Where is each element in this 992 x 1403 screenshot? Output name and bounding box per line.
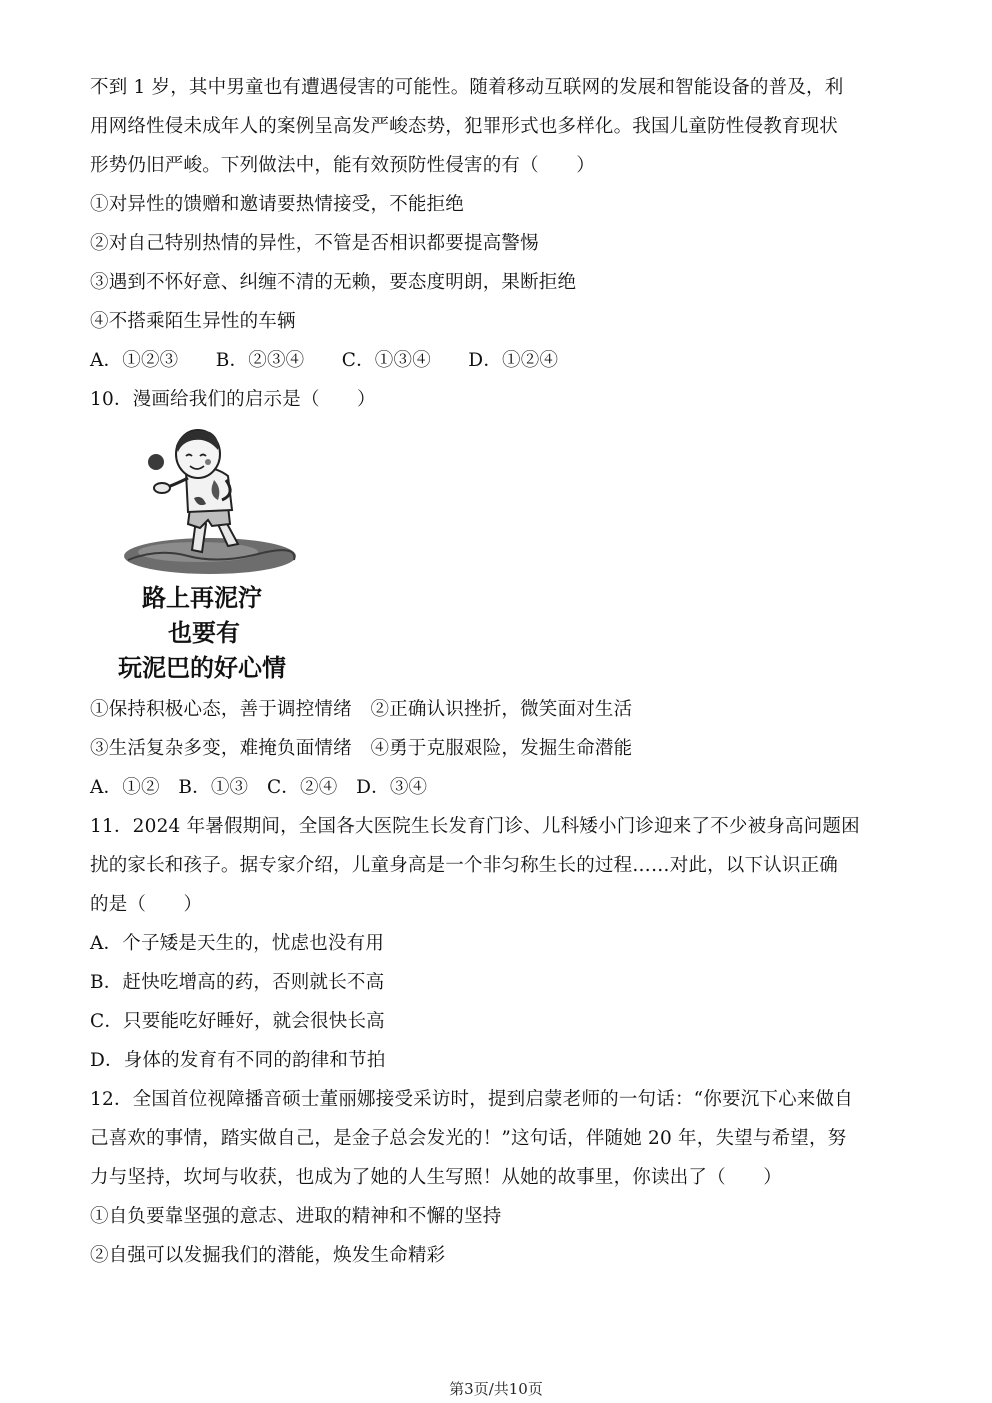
- q10-item-row-1: ①保持积极心态，善于调控情绪 ②正确认识挫折，微笑面对生活: [90, 699, 633, 720]
- q9-stem-line-1: 不到 1 岁，其中男童也有遭遇侵害的可能性。随着移动互联网的发展和智能设备的普及，利: [90, 77, 844, 98]
- q12-item-1: ①自负要靠坚强的意志、进取的精神和不懈的坚持: [90, 1206, 502, 1227]
- q11-stem-line-3: 的是（ ）: [90, 894, 203, 915]
- q12-stem-line-1: 12．全国首位视障播音硕士董丽娜接受采访时，提到启蒙老师的一句话：“你要沉下心来做自: [90, 1089, 853, 1110]
- cartoon-caption-line-3: 玩泥巴的好心情: [118, 654, 286, 682]
- page-number: 第3页/共10页: [449, 1380, 543, 1398]
- q9-item-2: ②对自己特别热情的异性，不管是否相识都要提高警惕: [90, 233, 539, 254]
- cartoon-caption-line-1: 路上再泥泞: [142, 584, 262, 612]
- q9-stem-line-3: 形势仍旧严峻。下列做法中，能有效预防性侵害的有（ ）: [90, 155, 595, 176]
- q12-stem-line-3: 力与坚持，坎坷与收获，也成为了她的人生写照！从她的故事里，你读出了（ ）: [90, 1167, 782, 1188]
- q12-stem-line-2: 己喜欢的事情，踏实做自己，是金子总会发光的！”这句话，伴随她 20 年，失望与希望，努: [90, 1128, 847, 1149]
- q12-item-2: ②自强可以发掘我们的潜能，焕发生命精彩: [90, 1245, 446, 1266]
- cartoon-caption-line-2: 也要有: [168, 619, 240, 647]
- q9-item-1: ①对异性的馈赠和邀请要热情接受，不能拒绝: [90, 194, 465, 215]
- q11-option-b: B．赶快吃增高的药，否则就长不高: [90, 972, 385, 993]
- q10-options: A．①② B．①③ C．②④ D．③④: [90, 777, 428, 798]
- q11-option-a: A．个子矮是天生的，忧虑也没有用: [90, 933, 385, 954]
- q11-option-c: C．只要能吃好睡好，就会很快长高: [90, 1011, 385, 1032]
- mud-boy-illustration: [118, 428, 298, 588]
- q9-options: A．①②③ B．②③④ C．①③④ D．①②④: [90, 350, 559, 371]
- q10-item-row-2: ③生活复杂多变，难掩负面情绪 ④勇于克服艰险，发掘生命潜能: [90, 738, 633, 759]
- q9-item-3: ③遇到不怀好意、纠缠不清的无赖，要态度明朗，果断拒绝: [90, 272, 577, 293]
- q11-stem-line-1: 11．2024 年暑假期间，全国各大医院生长发育门诊、儿科矮小门诊迎来了不少被身高问题困: [90, 816, 860, 837]
- q9-item-4: ④不搭乘陌生异性的车辆: [90, 311, 296, 332]
- cartoon-image: [118, 428, 298, 690]
- q11-stem-line-2: 扰的家长和孩子。据专家介绍，儿童身高是一个非匀称生长的过程……对此，以下认识正确: [90, 855, 839, 876]
- q11-option-d: D．身体的发育有不同的韵律和节拍: [90, 1050, 386, 1071]
- q10-stem: 10．漫画给我们的启示是（ ）: [90, 389, 376, 410]
- q9-stem-line-2: 用网络性侵未成年人的案例呈高发严峻态势，犯罪形式也多样化。我国儿童防性侵教育现状: [90, 116, 839, 137]
